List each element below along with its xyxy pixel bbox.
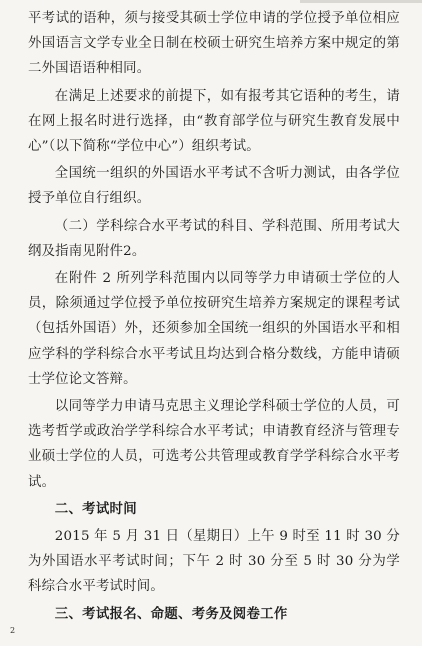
paragraph-subject-exam-scope: （二）学科综合水平考试的科目、学科范围、所用考试大纲及指南见附件2。	[28, 218, 400, 259]
paragraph-marxism-education-options: 以同等学力申请马克思主义理论学科硕士学位的人员，可选考哲学或政治学学科综合水平考试；申请教育经济与管理专业硕士学位的人员，可选考公共管理或教育学学科综合水平考试。	[28, 399, 400, 490]
section-heading-registration: 三、考试报名、命题、考务及阅卷工作	[54, 606, 288, 622]
paragraph-listening-test: 全国统一组织的外国语水平考试不含听力测试，由各学位授予单位自行组织。	[28, 166, 400, 207]
paragraph-exam-schedule: 2015 年 5 月 31 日（星期日）上午 9 时至 11 时 30 分为外国语水平考试时间；下午 2 时 30 分至 5 时 30 分为学科综合水平考试时间。	[28, 529, 400, 595]
paragraph-continuation: 平考试的语种，须与接受其硕士学位申请的学位授予单位相应外国语言文学专业全日制在校硕士研究生培养方案中规定的第二外国语语种相同。	[28, 11, 400, 77]
body-text	[28, 6, 400, 629]
section-heading-exam-time: 二、考试时间	[54, 501, 137, 517]
paragraph-registration-other-language: 在满足上述要求的前提下，如有报考其它语种的考生，请在网上报名时进行选择，由“教育部学位与研究生教育发展中心”（以下简称“学位中心”）组织考试。	[28, 88, 400, 155]
paragraph-equivalent-applicants: 在附件 2 所列学科范围内以同等学力申请硕士学位的人员，除须通过学位授予单位按研究生培养方案规定的课程考试（包括外国语）外，还须参加全国统一组织的外国语水平和相应学科的学科综合水平考试且均达到合格分数线，方能申请硕士学位论文答辩。	[28, 271, 400, 387]
page-number: 2	[10, 626, 16, 635]
scan-edge-mark	[300, 0, 422, 3]
